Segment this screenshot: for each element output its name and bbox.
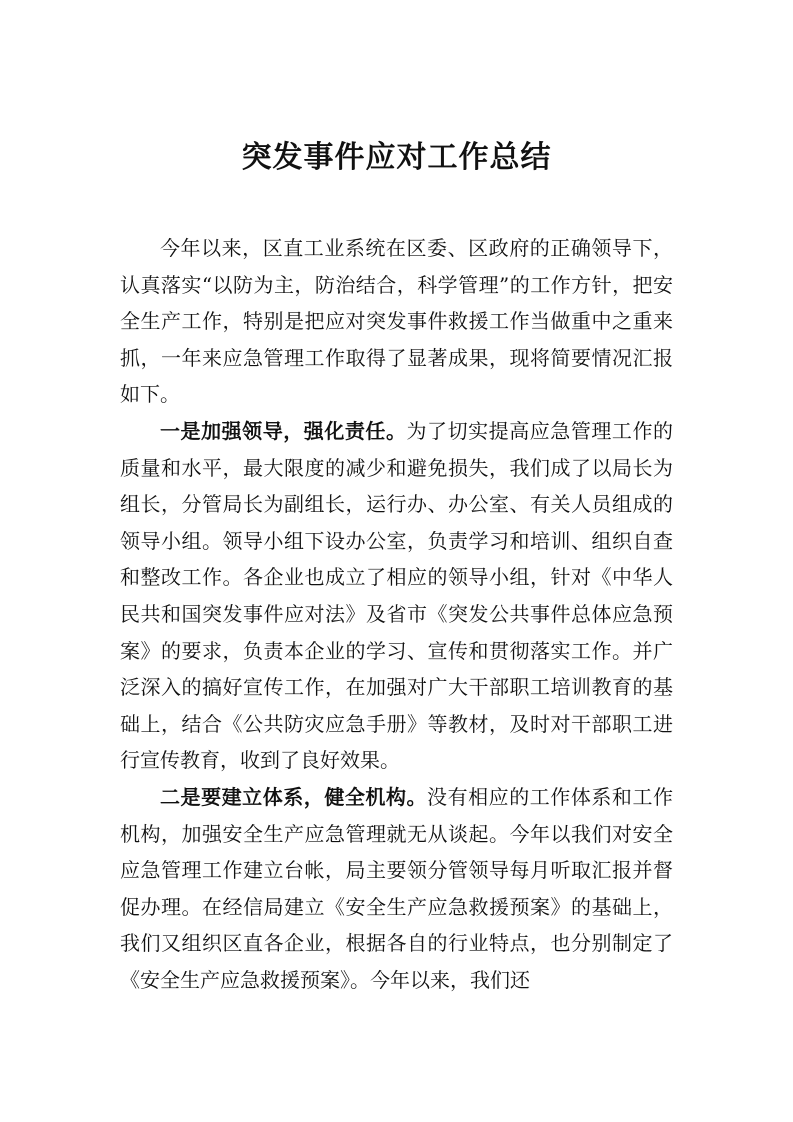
paragraph-text: 为了切实提高应急管理工作的质量和水平，最大限度的减少和避免损失，我们成了以局长为组长，分管局长为副组长，运行办、办公室、有关人员组成的领导小组。领导小组下设办公室，负责学习和培训、组织自查和整改工作。各企业也成立了相应的领导小组，针对《中华人民共和国突发事件应对法》及省市《突发公共事件总体应急预案》的要求，负责本企业的学习、宣传和贯彻落实工作。并广泛深入的搞好宣传工作，在加强对广大干部职工培训教育的基础上，结合《公共防灾应急手册》等教材，及时对干部职工进行宣传教育，收到了良好效果。 — [120, 418, 673, 773]
paragraph-lead: 二是要建立体系，健全机构。 — [160, 784, 428, 809]
paragraph-leadership — [120, 413, 673, 779]
paragraph-text: 今年以来，区直工业系统在区委、区政府的正确领导下，认真落实“以防为主，防治结合，科学管理”的工作方针，把安全生产工作，特别是把应对突发事件救援工作当做重中之重来抓，一年来应急管理工作取得了显著成果，现将简要情况汇报如下。 — [120, 236, 673, 407]
paragraph-text: 没有相应的工作体系和工作机构，加强安全生产应急管理就无从谈起。今年以我们对安全应急管理工作建立台帐，局主要领分管领导每月听取汇报并督促办理。在经信局建立《安全生产应急救援预案》的基础上，我们又组织区直各企业，根据各自的行业特点，也分别制定了《安全生产应急救援预案》。今年以来，我们还 — [120, 784, 674, 992]
document-body — [120, 230, 673, 998]
document-title: 突发事件应对工作总结 — [241, 140, 552, 175]
paragraph-lead: 一是加强领导，强化责任。 — [160, 418, 407, 443]
paragraph-intro — [120, 230, 673, 413]
paragraph-system — [120, 779, 673, 999]
